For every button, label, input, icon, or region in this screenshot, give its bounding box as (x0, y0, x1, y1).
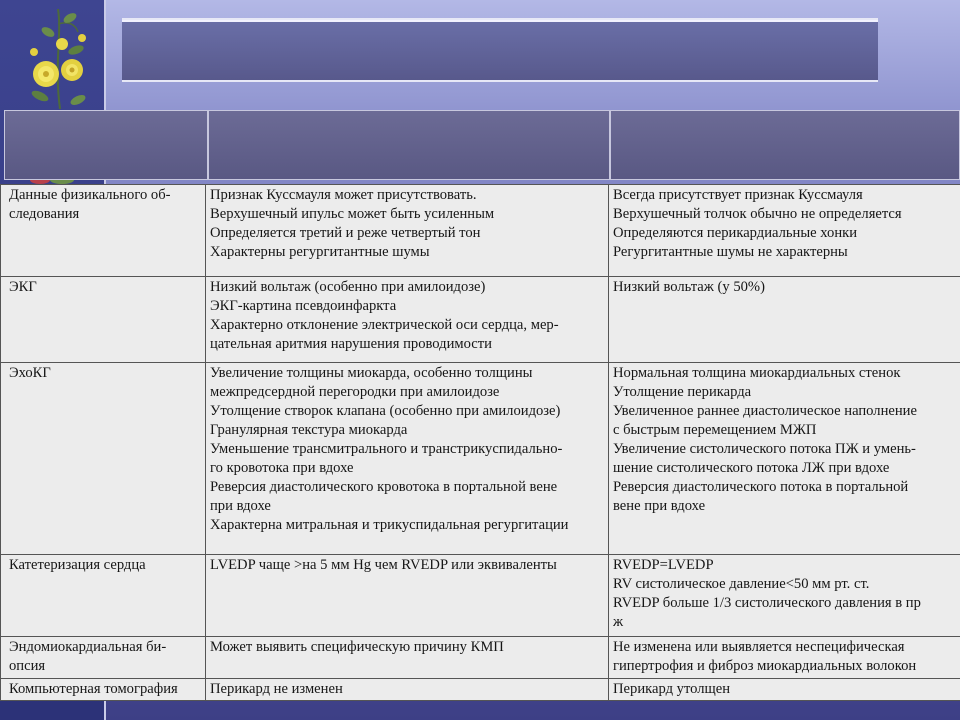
row-col2-cell (206, 277, 609, 363)
cell-text-line: RVEDP=LVEDP (613, 557, 714, 573)
cell-text-line: RVEDP больше 1/3 систолического давления в пр (613, 595, 921, 611)
row-col3-cell (609, 637, 960, 679)
title-bar-shine (122, 20, 878, 22)
cell-text-line: Реверсия диастолического потока в портальной (613, 479, 909, 495)
row-label (1, 185, 206, 277)
row-label (1, 637, 206, 679)
cell-text-line: шение систолического потока ЛЖ при вдохе (613, 460, 890, 476)
cell-text-line: Увеличение систолического потока ПЖ и умень- (613, 441, 916, 457)
cell-text-line: Катетеризация сердца (9, 557, 146, 573)
header-cell-3 (610, 110, 960, 180)
cell-text-line: Увеличение толщины миокарда, особенно толщины (210, 365, 533, 381)
cell-text-line: следования (9, 206, 80, 222)
cell-text-line: Утолщение перикарда (613, 384, 752, 400)
cell-text-line: Может выявить специфическую причину КМП (210, 639, 504, 655)
cell-text-line: Признак Куссмауля может присутствовать. (210, 187, 477, 203)
yellow-rose-flower-icon (18, 4, 100, 114)
cell-text-line: цательная аритмия нарушения проводимости (210, 336, 492, 352)
row-col3-cell (609, 363, 960, 555)
row-label (1, 679, 206, 701)
cell-text-line: Эндомиокардиальная би- (9, 639, 167, 655)
table-row (1, 679, 960, 701)
cell-text-line: Всегда присутствует признак Куссмауля (613, 187, 863, 203)
table-row (1, 277, 960, 363)
table-row (1, 555, 960, 637)
cell-text-line: Уменьшение трансмитрального и транстрикуспидально- (210, 441, 563, 457)
table-row (1, 185, 960, 277)
cell-text-line: Определяется третий и реже четвертый тон (210, 225, 481, 241)
cell-text-line: Перикард не изменен (210, 681, 343, 697)
cell-text-line: ЭКГ-картина псевдоинфаркта (210, 298, 397, 314)
cell-text-line: Характерна митральная и трикуспидальная регургитации (210, 517, 569, 533)
cell-text-line: Верхушечный толчок обычно не определяется (613, 206, 902, 222)
table-row (1, 363, 960, 555)
row-label (1, 277, 206, 363)
cell-text-line: Увеличенное раннее диастолическое наполнение (613, 403, 917, 419)
cell-text-line: вене при вдохе (613, 498, 706, 514)
cell-text-line: Характерно отклонение электрической оси сердца, мер- (210, 317, 559, 333)
cell-text-line: гипертрофия и фиброз миокардиальных волокон (613, 658, 917, 674)
cell-text-line: Утолщение створок клапана (особенно при амилоидозе) (210, 403, 561, 419)
cell-text-line: Определяются перикардиальные хонки (613, 225, 858, 241)
cell-text-line: Компьютерная томография (9, 681, 178, 697)
row-col2-cell (206, 679, 609, 701)
header-cell-2 (208, 110, 610, 180)
row-col3-cell (609, 185, 960, 277)
cell-text-line: RV систолическое давление<50 мм рт. ст. (613, 576, 870, 592)
row-col2-cell (206, 185, 609, 277)
cell-text-line: при вдохе (210, 498, 271, 514)
cell-text-line: Реверсия диастолического кровотока в портальной вене (210, 479, 558, 495)
row-label (1, 363, 206, 555)
cell-text-line: Не изменена или выявляется неспецифическая (613, 639, 905, 655)
cell-text-line: Гранулярная текстура миокарда (210, 422, 408, 438)
cell-text-line: межпредсердной перегородки при амилоидозе (210, 384, 500, 400)
cell-text-line: с быстрым перемещением МЖП (613, 422, 817, 438)
row-col3-cell (609, 555, 960, 637)
slide-title-bar (122, 18, 878, 82)
table-row (1, 637, 960, 679)
cell-text-line: опсия (9, 658, 46, 674)
row-col2-cell (206, 363, 609, 555)
comparison-table (0, 184, 960, 701)
cell-text-line: Низкий вольтаж (особенно при амилоидозе) (210, 279, 486, 295)
cell-text-line: Характерны регургитантные шумы (210, 244, 430, 260)
table-header-row (4, 110, 960, 180)
row-col3-cell (609, 679, 960, 701)
cell-text-line: го кровотока при вдохе (210, 460, 354, 476)
cell-text-line: Перикард утолщен (613, 681, 731, 697)
cell-text-line: Низкий вольтаж (у 50%) (613, 279, 765, 295)
row-label (1, 555, 206, 637)
row-col2-cell (206, 555, 609, 637)
header-cell-1 (4, 110, 208, 180)
row-col2-cell (206, 637, 609, 679)
cell-text-line: ЭКГ (9, 279, 37, 295)
cell-text-line: LVEDP чаще >на 5 мм Hg чем RVEDP или эквиваленты (210, 557, 557, 573)
cell-text-line: Регургитантные шумы не характерны (613, 244, 848, 260)
cell-text-line: ЭхоКГ (9, 365, 51, 381)
cell-text-line: ж (613, 614, 624, 630)
cell-text-line: Данные физикального об- (9, 187, 171, 203)
cell-text-line: Верхушечный ипульс может быть усиленным (210, 206, 495, 222)
cell-text-line: Нормальная толщина миокардиальных стенок (613, 365, 901, 381)
row-col3-cell (609, 277, 960, 363)
